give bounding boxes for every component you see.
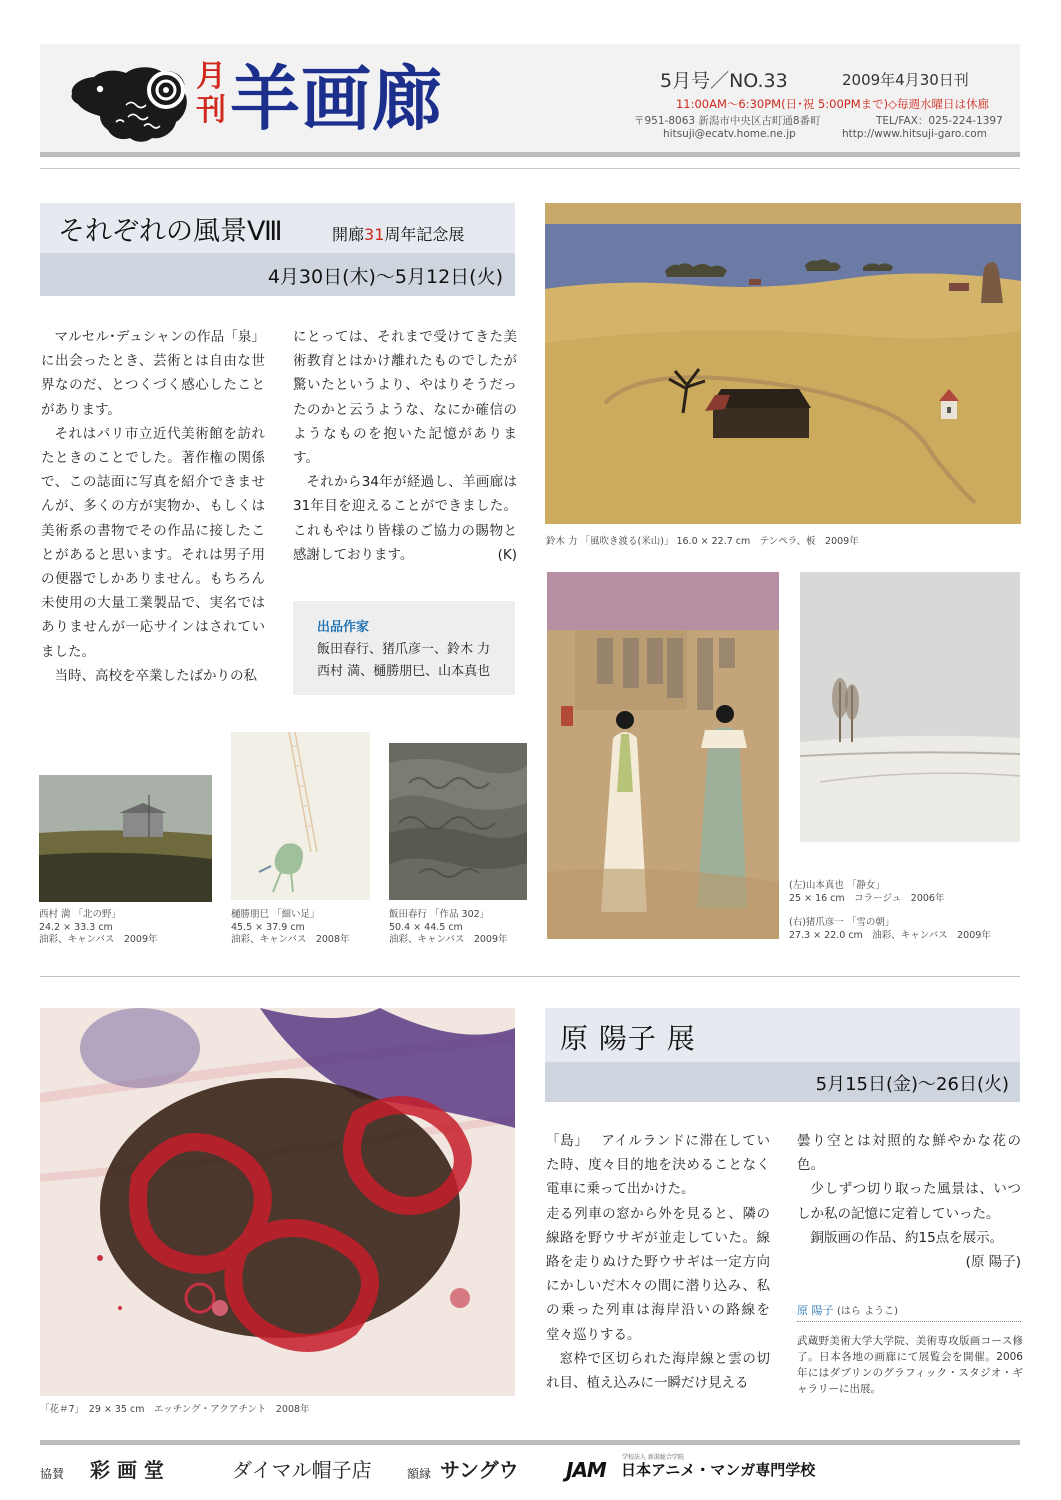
sponsor-sangu: サングウ xyxy=(440,1458,519,1482)
caption-yamamoto: (左)山本真也 「静女」 25 × 16 cm コラージュ 2006年 xyxy=(789,880,945,904)
caption-iida: 飯田春行 「作品 302」 50.4 × 44.5 cm 油彩、キャンバス 2009年 xyxy=(389,909,508,945)
school-name: 日本アニメ・マンガ専門学校 xyxy=(621,1461,816,1479)
artwork-hara-flower7 xyxy=(40,1008,515,1396)
exhibition2-text-col2: 曇り空とは対照的な鮮やかな花の色。 少しずつ切り取った風景は、いつしか私の記憶に定着していった。 銅版画の作品、約15点を展示。 (原 陽子) xyxy=(797,1133,1021,1271)
exhibition1-text-col2: にとっては、それまで受けてきた美術教育とはかけ離れたものでしたが驚いたというより、やはりそうだったのかと云うような、なにか確信のようなものを抱いた記憶があります。 それから34年が経過し、羊画廊は31年目を迎えることができました。これもやはり皆様のご協力の賜物と感謝しております。 (K) xyxy=(293,329,517,563)
issue-number: 5月号／NO.33 xyxy=(660,70,788,92)
masthead-rule xyxy=(40,152,1020,157)
website-link[interactable]: http://www.hitsuji-garo.com xyxy=(842,128,987,140)
profile-name: 原 陽子 (はら ようこ) xyxy=(797,1304,898,1317)
logo-monthly-label: 月刊 xyxy=(196,59,226,128)
sponsor-daimaru: ダイマル帽子店 xyxy=(232,1458,372,1482)
exhibition2-dates: 5月15日(金)〜26日(火) xyxy=(815,1074,1009,1095)
caption-inotsume: (右)猪爪彦一 「雪の朝」 27.3 × 22.0 cm 油彩、キャンバス 2009年 xyxy=(789,917,991,941)
divider xyxy=(40,168,1020,169)
caption-nishimura: 西村 満 「北の野」 24.2 × 33.3 cm 油彩、キャンバス 2009年 xyxy=(39,909,158,945)
artwork-inotsume-snow xyxy=(800,572,1020,842)
artists-heading: 出品作家 xyxy=(317,620,370,635)
logo-title: 羊画廊 xyxy=(230,58,443,140)
exhibition2-title: 原 陽子 展 xyxy=(560,1022,696,1055)
artwork-nishimura-field xyxy=(39,775,212,902)
caption-hara: 「花＃7」 29 × 35 cm エッチング・アクアチント 2008年 xyxy=(40,1404,310,1415)
exhibition2-text-col1: 「島」 アイルランドに滞在していた時、度々目的地を決めることなく電車に乗って出かけた。 走る列車の窓から外を見ると、隣の線路を野ウサギが並走していた。線路を走りぬけた野ウサギは一定方向にかしいだ木々の間に潜り込み、私の乗った列車は海岸沿いの路線を堂々巡りする。 窓枠で区切られた海岸線と雲の切れ目、植え込みに一瞬だけ見える xyxy=(546,1133,770,1392)
school-logo: JAM xyxy=(566,1458,606,1482)
email-link[interactable]: hitsuji@ecatv.home.ne.jp xyxy=(663,128,796,140)
exhibition1-text-col1: マルセル･デュシャンの作品「泉」に出会ったとき、芸術とは自由な世界なのだ、とつくづく感心したことがあります。 それはパリ市立近代美術館を訪れたときのことでした。著作権の関係で、この誌面に写真を紹介できませんが、多くの方が実物か、もしくは美術系の書物でその作品に接したことがあると思います。それは男子用の便器でしかありません。もちろん未使用の大量工業製品で、実名ではありませんが一応サインはされていました。 当時、高校を卒業したばかりの私 xyxy=(41,329,265,684)
frame-label: 額縁 xyxy=(407,1467,432,1481)
sheep-logo-icon xyxy=(66,60,191,145)
exhibition1-dates: 4月30日(木)〜5月12日(火) xyxy=(267,266,503,288)
opening-hours: 11:00AM〜6:30PM(日･祝 5:00PMまで)◇毎週水曜日は休廊 xyxy=(675,97,989,111)
sponsor-saigado: 彩 画 堂 xyxy=(90,1458,164,1482)
footer-rule xyxy=(40,1440,1020,1445)
exhibition1-title: それぞれの風景Ⅷ xyxy=(58,216,283,247)
address: 〒951-8063 新潟市中央区古町通8番町 xyxy=(634,115,821,127)
artwork-hikatsu-legs xyxy=(231,732,370,900)
artwork-yamamoto-collage xyxy=(547,572,779,939)
artists-line: 飯田春行、猪爪彦一、鈴木 力 xyxy=(317,642,491,657)
profile-rule xyxy=(797,1321,1021,1322)
artists-box xyxy=(293,601,515,695)
sponsor-label: 協賛 xyxy=(40,1467,65,1481)
artwork-suzuki-landscape xyxy=(545,203,1021,524)
school-group: 学校法人 新潟総合学院 xyxy=(622,1454,684,1461)
artists-line: 西村 満、樋勝朋巳、山本真也 xyxy=(317,664,491,679)
profile-text: 武蔵野美術大学大学院、美術専攻版画コース修了。日本各地の画廊にて展覧会を開催。2006年にはダブリンのグラフィック・スタジオ・ギャラリーに出展。 xyxy=(797,1335,1023,1395)
artwork-iida-work302 xyxy=(389,743,527,900)
exhibition1-subtitle: 開廊31周年記念展 xyxy=(332,225,465,244)
caption-hikatsu: 樋勝朋巳 「細い足」 45.5 × 37.9 cm 油彩、キャンバス 2008年 xyxy=(231,909,350,945)
caption-suzuki: 鈴木 力 「風吹き渡る(米山)」 16.0 × 22.7 cm テンペラ、板 2009年 xyxy=(546,536,859,547)
publish-date: 2009年4月30日刊 xyxy=(842,71,969,89)
section-divider xyxy=(40,976,1020,977)
tel-fax: TEL/FAX：025-224-1397 xyxy=(876,115,1003,127)
